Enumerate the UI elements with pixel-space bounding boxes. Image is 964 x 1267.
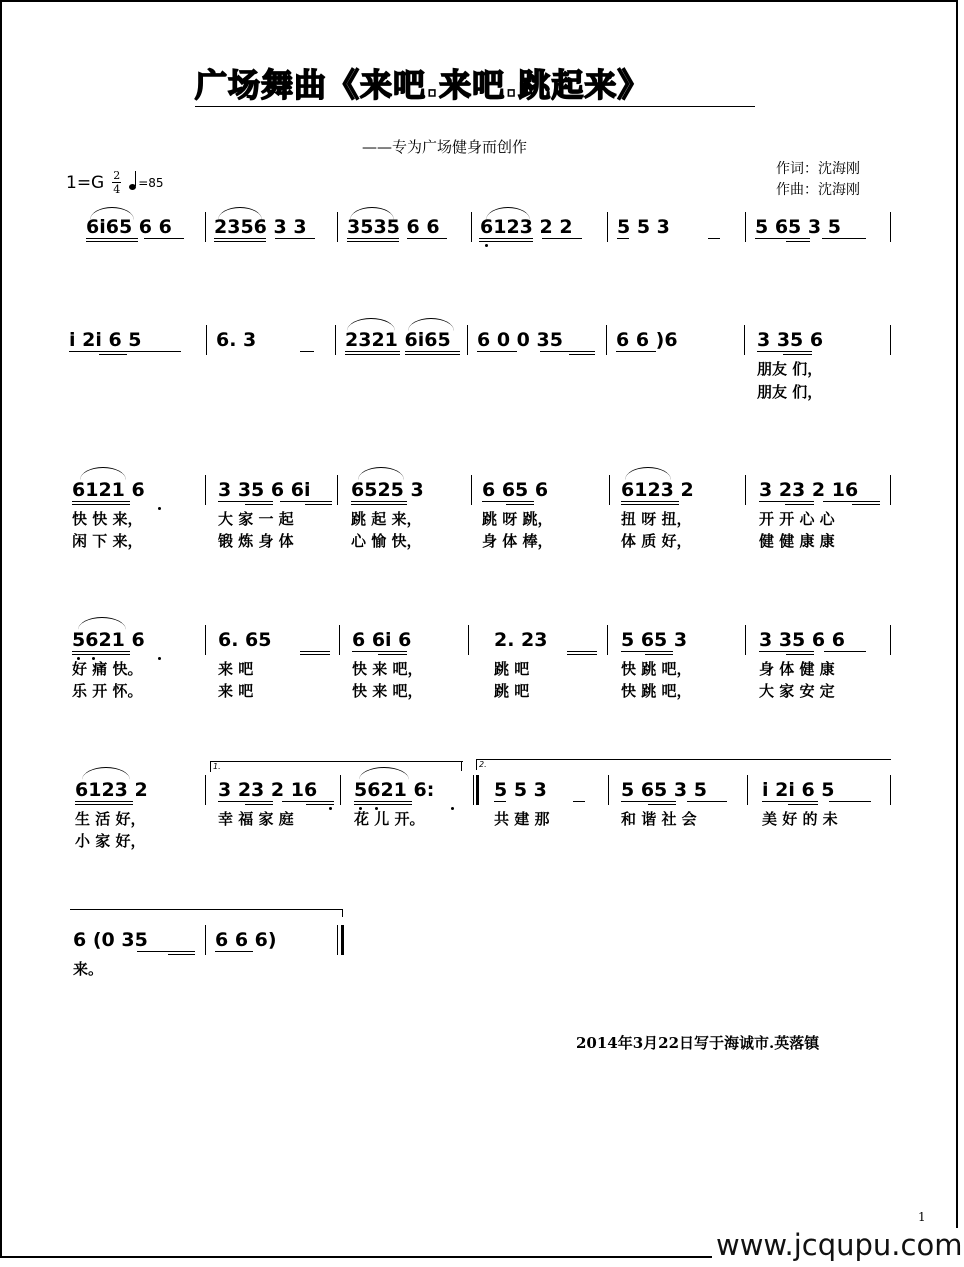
lyric: 健 健 康 康 (759, 532, 835, 550)
measure: 6 0 0 35 (477, 329, 563, 351)
time-signature: 2 4 (113, 169, 121, 196)
lyric: 扭 呀 扭， (621, 510, 692, 528)
lyric: 体 质 好， (621, 532, 692, 550)
lyric: 共 建 那 (494, 810, 550, 828)
barline (467, 325, 468, 355)
barline (890, 775, 891, 805)
lyric: 身 体 健 康 (759, 660, 835, 678)
lyric: 乐 开 怀。 (72, 682, 143, 700)
lyric: 幸 福 家 庭 (218, 810, 294, 828)
lyric: 大 家 一 起 (218, 510, 294, 528)
lyric: 来 吧 (218, 682, 254, 700)
lyric-line-2: 朋友 们， (757, 383, 823, 401)
measure: 3 23 2 16 (218, 779, 318, 801)
measure: 6i65 6 6 (86, 216, 172, 238)
barline (747, 775, 748, 805)
barline (335, 325, 336, 355)
measure: 5 65 3 (621, 629, 688, 651)
measure: i 2i 6 5 (69, 329, 142, 351)
barline (890, 325, 891, 355)
barline (607, 625, 608, 655)
measure: 2. 23 (494, 629, 548, 651)
measure: 3 35 6 6i (218, 479, 311, 501)
barline (745, 212, 746, 242)
lyric: 小 家 好， (75, 832, 146, 850)
barline (745, 625, 746, 655)
measure: 3 35 6 (757, 329, 824, 351)
barline (205, 775, 206, 805)
lyric: 跳 吧 (494, 660, 530, 678)
lyric: 来 吧 (218, 660, 254, 678)
lyric: 跳 呀 跳， (482, 510, 553, 528)
barline (468, 625, 469, 655)
measure: 6 (0 35 (73, 929, 148, 951)
key-signature (66, 170, 164, 195)
measure: 6525 3 (351, 479, 424, 501)
repeat-barline (476, 775, 479, 805)
measure: 6 6 )6 (616, 329, 678, 351)
tempo-marking: =85 (129, 176, 163, 190)
measure: 6 6 6) (215, 929, 277, 951)
lyric-line-1: 朋友 们， (757, 360, 823, 378)
barline (608, 775, 609, 805)
measure: 6121 6 (72, 479, 145, 501)
lyric: 跳 吧 (494, 682, 530, 700)
barline (337, 475, 338, 505)
lyric: 和 谐 社 会 (621, 810, 697, 828)
barline (890, 625, 891, 655)
final-barline-thin (337, 925, 338, 955)
lyric: 闲 下 来， (72, 532, 143, 550)
measure: 6 6i 6 (352, 629, 412, 651)
lyric: 快 跳 吧， (621, 660, 692, 678)
page-number: 1 (918, 1210, 926, 1224)
barline (337, 212, 338, 242)
lyric: 跳 起 来， (351, 510, 422, 528)
barline (609, 475, 610, 505)
barline (890, 212, 891, 242)
measure: 6. 3 (216, 329, 257, 351)
measure: 3 35 6 6 (759, 629, 845, 651)
barline (205, 212, 206, 242)
barline (745, 475, 746, 505)
barline (205, 625, 206, 655)
lyricist-credit: 作词：沈海刚 (776, 161, 860, 177)
watermark: www.jcqupu.com (712, 1228, 964, 1262)
measure: 5621 6: (354, 779, 435, 801)
volta-bracket-1 (210, 761, 463, 772)
measure: 5621 6 (72, 629, 145, 651)
measure: 3 23 2 16 (759, 479, 859, 501)
lyric: 快 跳 吧， (621, 682, 692, 700)
lyric: 花 儿 开。 (354, 810, 425, 828)
lyric: 生 活 好， (75, 810, 146, 828)
barline (473, 775, 474, 805)
score-title: 广场舞曲《来吧.来吧.跳起来》 (195, 66, 755, 107)
quarter-note-icon (129, 184, 136, 190)
measure: 6 65 6 (482, 479, 549, 501)
measure: 5 65 3 5 (755, 216, 841, 238)
lyric: 快 来 吧， (352, 660, 423, 678)
measure: 6123 2 (75, 779, 148, 801)
lyric: 身 体 棒， (482, 532, 553, 550)
measure: 2356 3 3 (214, 216, 307, 238)
lyric: 开 开 心 心 (759, 510, 835, 528)
barline (890, 475, 891, 505)
barline (340, 775, 341, 805)
measure: 6. 65 (218, 629, 272, 651)
credits (776, 159, 860, 201)
measure: 5 5 3 (494, 779, 547, 801)
volta-label-2: 2. (479, 760, 487, 769)
measure: 3535 6 6 (347, 216, 440, 238)
lyric: 锻 炼 身 体 (218, 532, 294, 550)
volta-continuation (70, 909, 343, 910)
lyric: 好 痛 快。 (72, 660, 143, 678)
composition-date: 2014年3月22日写于海诚市.英落镇 (576, 1034, 820, 1052)
barline (471, 212, 472, 242)
lyric: 来。 (73, 960, 104, 978)
lyric: 快 快 来， (72, 510, 143, 528)
barline (606, 325, 607, 355)
measure: i 2i 6 5 (762, 779, 835, 801)
volta-label-1: 1. (213, 762, 221, 771)
measure: 6123 2 (621, 479, 694, 501)
barline (607, 212, 608, 242)
lyric: 美 好 的 未 (762, 810, 838, 828)
barline (205, 475, 206, 505)
score-subtitle: ——专为广场健身而创作 (362, 138, 528, 156)
measure: 6123 2 2 (480, 216, 573, 238)
barline (339, 625, 340, 655)
lyric: 快 来 吧， (352, 682, 423, 700)
barline (205, 925, 206, 955)
barline (471, 475, 472, 505)
lyric: 心 愉 快， (351, 532, 422, 550)
volta-bracket-2 (476, 759, 891, 770)
key-label: 1=G (66, 172, 105, 193)
composer-credit: 作曲：沈海刚 (776, 182, 860, 198)
measure: 5 65 3 5 (621, 779, 707, 801)
barline (206, 325, 207, 355)
lyric: 大 家 安 定 (759, 682, 835, 700)
final-barline-thick (341, 925, 344, 955)
measure: 2321 6i65 (345, 329, 451, 351)
measure: 5 5 3 (617, 216, 670, 238)
barline (744, 325, 745, 355)
